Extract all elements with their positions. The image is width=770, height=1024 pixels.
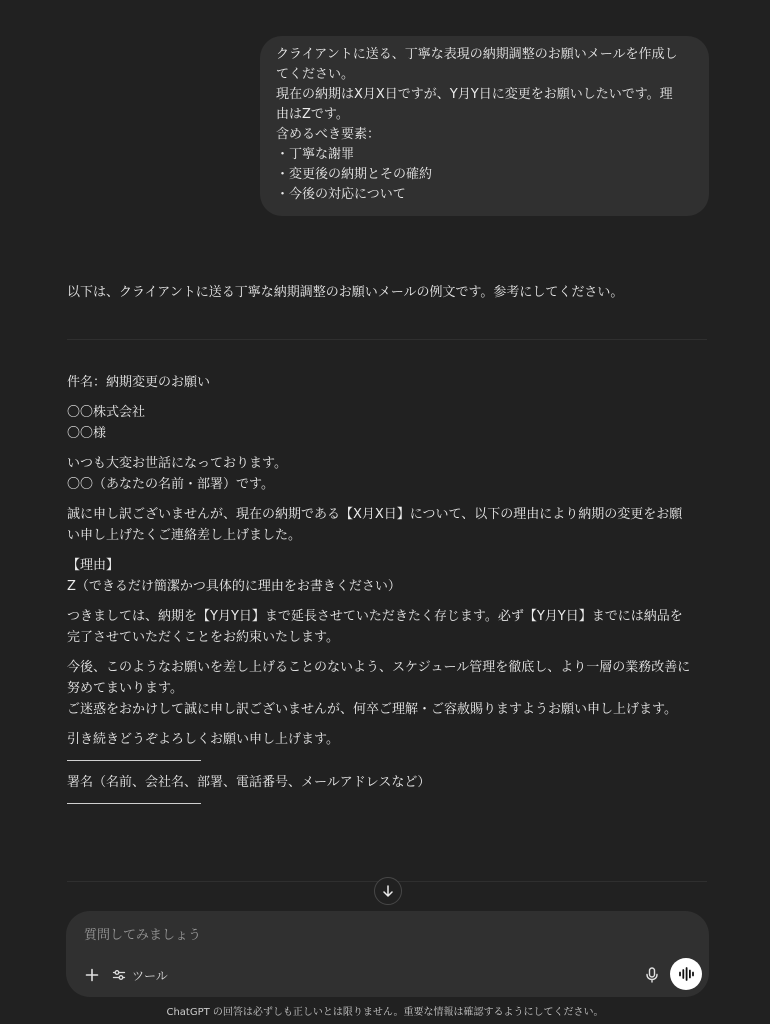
prompt-input[interactable] [84, 925, 644, 945]
email-future [67, 657, 707, 720]
divider [67, 339, 707, 340]
user-message-line: ・今後の対応について [276, 187, 406, 202]
reason-heading: 【理由】 [67, 558, 120, 573]
commitment-line: つきましては、納期を【Y月Y日】まで延長させていただきたく存じます。必ず【Y月Y日】までには納品を [67, 609, 683, 624]
signature-rule-bottom [67, 803, 201, 804]
tools-button[interactable] [112, 963, 168, 987]
greeting-line: いつも大変お世話になっております。 [67, 456, 287, 471]
scroll-to-bottom-button[interactable] [374, 877, 402, 905]
user-message-line: ・丁寧な謝罪 [276, 147, 355, 162]
user-message-line: ・変更後の納期とその確約 [276, 167, 433, 182]
voice-waveform-icon [678, 967, 694, 981]
disclaimer-text: ChatGPT の回答は必ずしも正しいとは限りません。重要な情報は確認するようにしてください。 [166, 1007, 604, 1018]
email-reason [67, 555, 707, 597]
reason-text: Z（できるだけ簡潔かつ具体的に理由をお書きください） [67, 579, 401, 594]
email-recipient [67, 402, 707, 444]
email-apology [67, 504, 707, 546]
attach-button[interactable] [80, 963, 104, 987]
user-message-bubble [260, 36, 709, 216]
assistant-intro: 以下は、クライアントに送る丁寧な納期調整のお願いメールの例文です。参考にしてください。 [67, 285, 624, 300]
user-message-line: 含めるべき要素： [276, 127, 381, 142]
message-composer [66, 911, 709, 997]
email-greeting [67, 453, 707, 495]
dictate-button[interactable] [640, 963, 664, 987]
recipient-company: 〇〇株式会社 [67, 405, 146, 420]
plus-icon [85, 968, 99, 982]
arrow-down-icon [381, 884, 395, 898]
apology-line: い申し上げたくご連絡差し上げました。 [67, 528, 302, 543]
user-message-line: 現在の納期はX月X日ですが、Y月Y日に変更をお願いしたいです。理 [276, 87, 673, 102]
tools-label: ツール [132, 968, 168, 983]
email-subject: 件名：納期変更のお願い [67, 375, 211, 390]
email-signature: 署名（名前、会社名、部署、電話番号、メールアドレスなど） [67, 775, 431, 790]
user-message-line: てください。 [276, 67, 355, 82]
email-closing: 引き続きどうぞよろしくお願い申し上げます。 [67, 732, 339, 747]
sliders-icon [112, 968, 126, 982]
voice-mode-button[interactable] [670, 958, 702, 990]
microphone-icon [645, 967, 659, 983]
future-line: ご迷惑をおかけして誠に申し訳ございませんが、何卒ご理解・ご容赦賜りますようお願い申し上げます。 [67, 702, 677, 717]
greeting-line: 〇〇（あなたの名前・部署）です。 [67, 477, 274, 492]
signature-rule-top [67, 760, 201, 761]
assistant-email-draft [67, 372, 707, 804]
future-line: 努めてまいります。 [67, 681, 183, 696]
email-commitment [67, 606, 707, 648]
apology-line: 誠に申し訳ございませんが、現在の納期である【X月X日】について、以下の理由により納期の変更をお願 [67, 507, 683, 522]
future-line: 今後、このようなお願いを差し上げることのないよう、スケジュール管理を徹底し、より一層の業務改善に [67, 660, 691, 675]
commitment-line: 完了させていただくことをお約束いたします。 [67, 630, 339, 645]
user-message-line: 由はZです。 [276, 107, 349, 122]
recipient-name: 〇〇様 [67, 426, 107, 441]
user-message-line: クライアントに送る、丁寧な表現の納期調整のお願いメールを作成し [276, 47, 678, 62]
